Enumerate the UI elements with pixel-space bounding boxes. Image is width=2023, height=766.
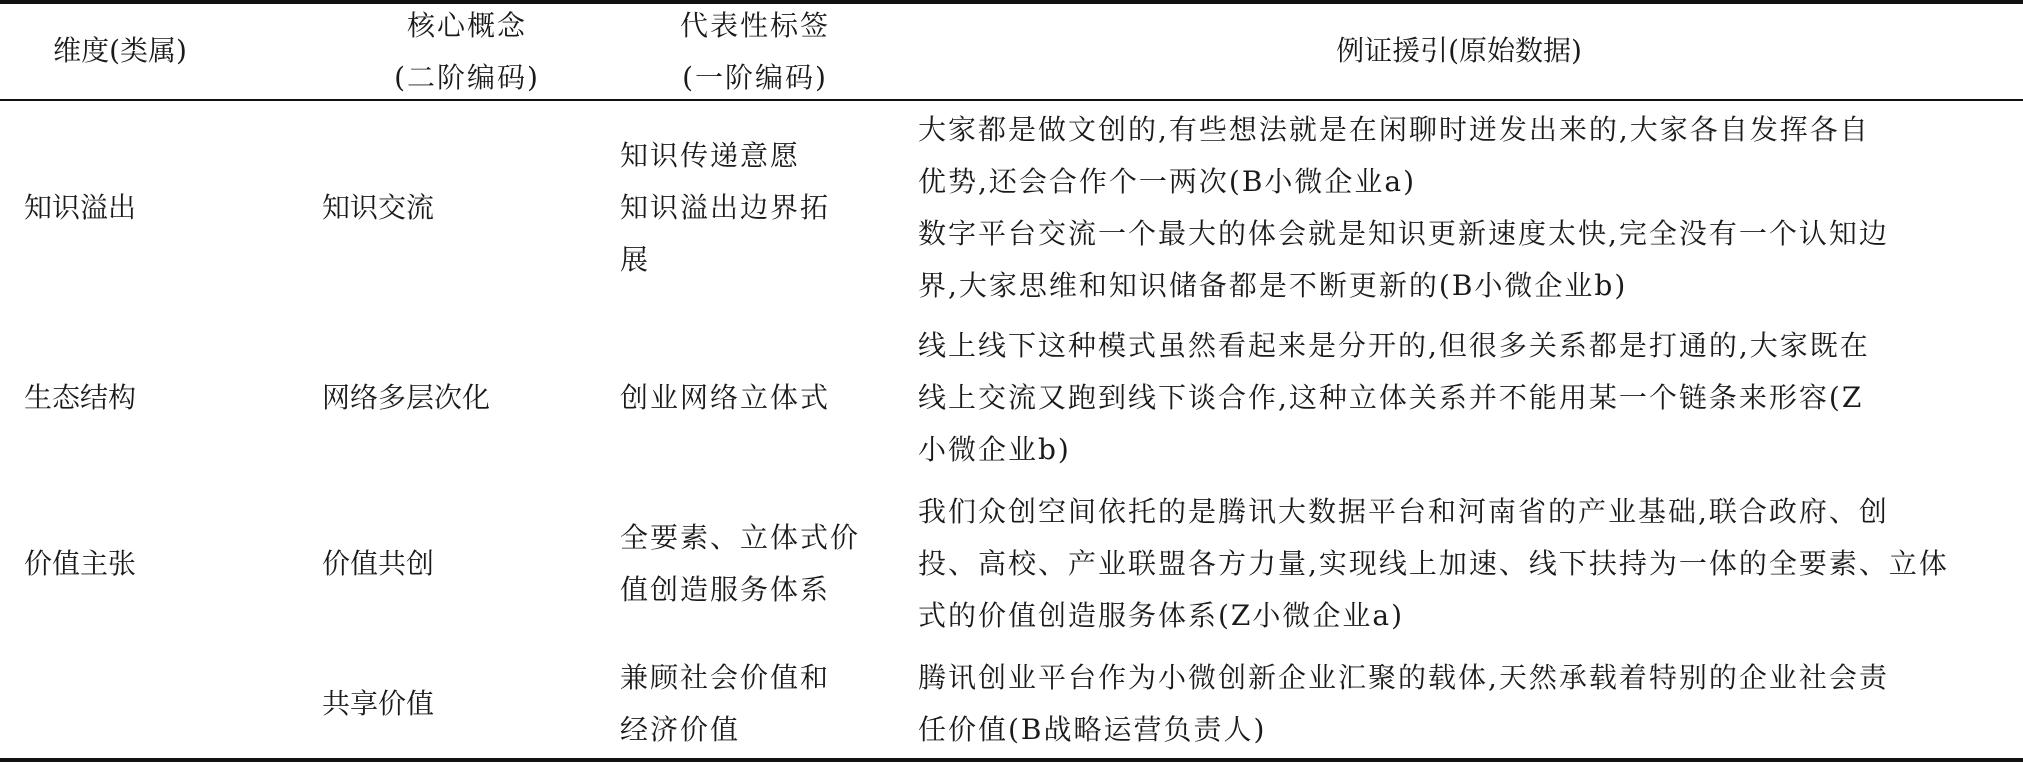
- row1-label-line: 知识溢出边界拓: [620, 191, 831, 224]
- row2-dimension: 生态结构: [24, 381, 137, 414]
- row3-concept: 价值共创: [322, 547, 435, 580]
- row2-evidence-line: 小微企业b): [918, 433, 1071, 466]
- row1-evidence-line: 界,大家思维和知识储备都是不断更新的(B小微企业b): [918, 269, 1628, 302]
- row2-label-line: 创业网络立体式: [620, 381, 831, 414]
- row4-concept: 共享价值: [322, 687, 435, 720]
- row2-labels: [620, 372, 890, 424]
- row3-dimension: 价值主张: [24, 547, 137, 580]
- header-dimension: 维度(类属): [53, 34, 187, 67]
- row1-evidence-line: 数字平台交流一个最大的体会就是知识更新速度太快,完全没有一个认知边: [918, 217, 1889, 250]
- header-evidence: 例证援引(原始数据): [1336, 34, 1582, 67]
- table-header-rule: [0, 99, 2023, 101]
- row3-evidence-line: 式的价值创造服务体系(Z小微企业a): [918, 599, 1404, 632]
- row4-label-line: 兼顾社会价值和: [620, 661, 831, 694]
- table-bottom-rule: [0, 758, 2023, 762]
- row3-evidence-line: 投、高校、产业联盟各方力量,实现线上加速、线下扶持为一体的全要素、立体: [918, 547, 1949, 580]
- row4-labels: [620, 652, 890, 756]
- header-representative-label-line2: (一阶编码): [682, 61, 828, 94]
- header-core-concept-line1: 核心概念: [406, 9, 527, 42]
- row1-concept: 知识交流: [322, 191, 435, 224]
- row1-evidence: [918, 104, 2000, 312]
- row1-dimension: 知识溢出: [24, 191, 137, 224]
- row4-evidence-line: 腾讯创业平台作为小微创新企业汇聚的载体,天然承载着特别的企业社会责: [918, 661, 1889, 694]
- header-core-concept: [322, 0, 612, 104]
- row2-evidence-line: 线上线下这种模式虽然看起来是分开的,但很多关系都是打通的,大家既在: [918, 329, 1870, 362]
- table-top-rule: [0, 0, 2023, 4]
- row4-evidence: [918, 652, 2000, 756]
- row2-concept: 网络多层次化: [322, 381, 491, 414]
- row1-labels: [620, 130, 890, 286]
- row3-labels: [620, 512, 890, 616]
- row3-evidence: [918, 486, 2000, 642]
- row1-evidence-line: 大家都是做文创的,有些想法就是在闲聊时迸发出来的,大家各自发挥各自: [918, 113, 1870, 146]
- row3-label-line: 值创造服务体系: [620, 573, 831, 606]
- row1-label-line: 展: [620, 243, 651, 276]
- row4-label-line: 经济价值: [620, 713, 741, 746]
- row4-evidence-line: 任价值(B战略运营负责人): [918, 713, 1267, 746]
- row3-evidence-line: 我们众创空间依托的是腾讯大数据平台和河南省的产业基础,联合政府、创: [918, 495, 1889, 528]
- header-representative-label: [620, 0, 890, 104]
- header-representative-label-line1: 代表性标签: [679, 9, 830, 42]
- row1-evidence-line: 优势,还会合作个一两次(B小微企业a): [918, 165, 1417, 198]
- row2-evidence-line: 线上交流又跑到线下谈合作,这种立体关系并不能用某一个链条来形容(Z: [918, 381, 1864, 414]
- row1-label-line: 知识传递意愿: [620, 139, 801, 172]
- header-core-concept-line2: (二阶编码): [394, 61, 540, 94]
- row3-label-line: 全要素、立体式价: [620, 521, 861, 554]
- row2-evidence: [918, 320, 2000, 476]
